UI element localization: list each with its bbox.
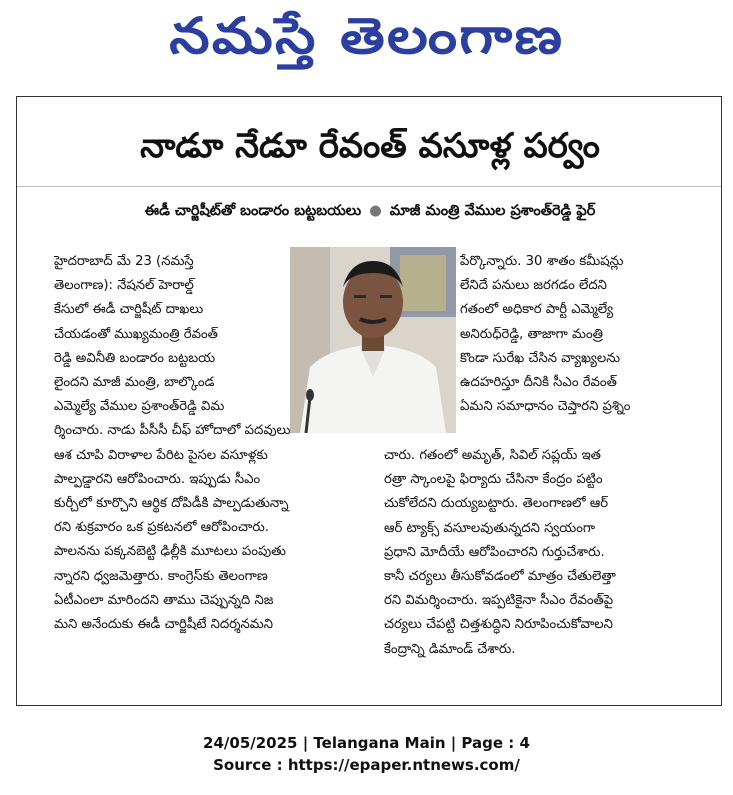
masthead-title: నమస్తే తెలంగాణ — [168, 6, 565, 65]
text-line: ఉదహరిస్తూ దీనికి సీఎం రేవంత్ — [460, 375, 617, 391]
subheadline-left: ఈడీ చార్జిషీట్‌తో బండారం బట్టబయలు — [144, 203, 362, 219]
text-line: కానీ చర్యలు తీసుకోవడంలో మాత్రం చేతులెత్తా — [384, 569, 616, 585]
text-line: ఆశ చూపి విరాళాల పేరిట పైసల వసూళ్లకు — [54, 447, 268, 463]
text-line: ఏమని సమాధానం చెప్తారని ప్రశ్నిం — [460, 399, 631, 415]
text-line: ర్శించారు. నాడు పీసీసీ చీఫ్ హోదాలో పదవులు — [54, 423, 291, 439]
text-line: లేనిదే పనులు జరగడం లేదని — [460, 278, 607, 294]
text-line: కొండా సురేఖ చేసిన వ్యాఖ్యలను — [460, 350, 621, 366]
text-line: చారు. గతంలో అమృత్, సివిల్ సప్లయ్ ఇత — [384, 448, 601, 463]
text-line: ఆర్ ట్యాక్స్ వసూలవుతున్నదని స్వయంగా — [384, 520, 596, 536]
text-line: రని విమర్శించారు. ఇప్పటికైనా సీఎం రేవంత్‌పై — [384, 593, 614, 609]
article-column-3 — [384, 444, 708, 662]
article-headline: నాడూ నేడూ రేవంత్ వసూళ్ల పర్వం — [140, 126, 600, 166]
text-line: తెలంగాణ): నేషనల్ హెరాల్డ్ — [54, 278, 194, 294]
text-line: గతంలో అధికార పార్టీ ఎమ్మెల్యే — [460, 302, 614, 318]
text-line: పాల్పడ్డారని ఆరోపించారు. ఇప్పుడు సీఎం — [54, 471, 261, 487]
text-line: చర్యలు చేపట్టి చిత్తశుద్ధిని నిరూపించుకోవాలని — [384, 617, 613, 633]
bullet-separator: ● — [369, 203, 382, 219]
text-line: రని శుక్రవారం ఒక ప్రకటనలో ఆరోపించారు. — [54, 520, 269, 536]
article-column-2 — [460, 250, 708, 419]
text-line: రెడ్డి అవినీతి బండారం బట్టబయ — [54, 350, 216, 366]
article-column-1 — [54, 250, 384, 637]
text-line: పేర్కొన్నారు. 30 శాతం కమీషన్లు — [460, 254, 624, 269]
text-line: ఏటీఎంలా మారిందని తాము చెప్పున్నది నిజ — [54, 592, 274, 608]
text-line: అనిరుధ్‌రెడ్డి, తాజాగా మంత్రి — [460, 326, 603, 342]
text-line: ఎమ్మెల్యే వేముల ప్రశాంత్‌రెడ్డి విమ — [54, 399, 225, 415]
text-line: ప్రధాని మోదీయే ఆరోపించారని గుర్తుచేశారు. — [384, 544, 605, 560]
article-subheadline — [20, 203, 720, 223]
text-line: కేంద్రాన్ని డిమాండ్ చేశారు. — [384, 641, 516, 657]
text-line: న్నారని ధ్వజమెత్తారు. కాంగ్రెస్‌కు తెలంగాణ — [54, 568, 268, 584]
text-line: పాలనను పక్కనబెట్టి ఢిల్లీకి మూటలు పంపుతు — [54, 544, 286, 560]
text-line: రత్రా స్కాంలపై ఫిర్యాదు చేసినా కేంద్రం పట్టిం — [384, 472, 603, 488]
text-line: చుకోలేదని దుయ్యబట్టారు. తెలంగాణలో ఆర్ — [384, 496, 609, 512]
text-line: లైందని మాజీ మంత్రి, బాల్కొండ — [54, 375, 215, 391]
text-line: హైదరాబాద్ మే 23 (నమస్తే — [54, 254, 194, 269]
footer-source-line: Source : https://epaper.ntnews.com/ — [213, 756, 520, 774]
text-line: కేసులో ఈడీ చార్జిషీట్ దాఖలు — [54, 302, 204, 318]
masthead — [0, 0, 733, 88]
text-line: చేయడంతో ముఖ్యమంత్రి రేవంత్ — [54, 326, 218, 342]
text-line: కుర్చీలో కూర్చొని ఆర్థిక దోపిడీకి పాల్పడుతున్నా — [54, 496, 289, 512]
divider — [17, 186, 721, 187]
subheadline-right: మాజీ మంత్రి వేముల ప్రశాంత్‌రెడ్డి ఫైర్ — [389, 203, 596, 219]
text-line: మని అనేందుకు ఈడీ చార్జిషీటే నిదర్శనమని — [54, 617, 273, 633]
footer-date-line: 24/05/2025 | Telangana Main | Page : 4 — [203, 734, 530, 752]
